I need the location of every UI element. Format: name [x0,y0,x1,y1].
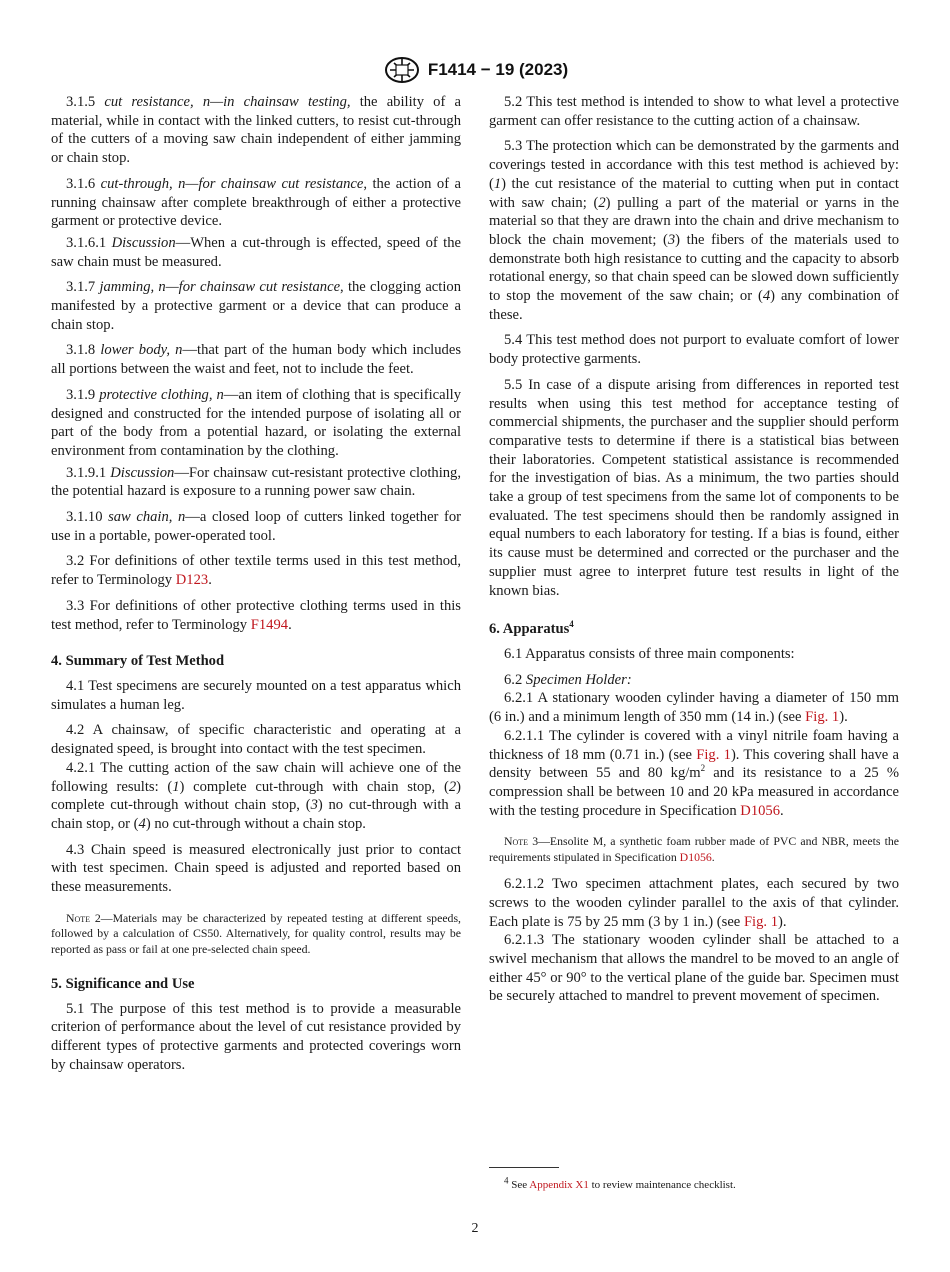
section-6-2: 6.2 Specimen Holder: [504,671,632,688]
footnote-divider [489,1167,559,1168]
section-6-2-1-3: 6.2.1.3 The stationary wooden cylinder shall be attached to a swivel mechanism that allows the mandrel to be moved to an angle of either 45° or 90° to the vertical plane of the guide bar. Specimen must be securely attached to mandrel to prevent movement of specimen. [489,932,899,1005]
section-4-2: 4.2 A chainsaw, of specific characteristic and operating at a designated speed, is brought into contact with the test specimen. [51,722,461,758]
section-5-2: 5.2 This test method is intended to show to what level a protective garment can offer resistance to the cutting action of a chainsaw. [489,94,899,129]
link-fig-1[interactable]: Fig. 1 [696,746,731,763]
section-3-1-10: 3.1.10 saw chain, n—a closed loop of cutters linked together for use in a portable, power-operated tool. [51,509,461,544]
heading-section-4: 4. Summary of Test Method [51,653,225,670]
link-fig-1[interactable]: Fig. 1 [743,913,778,930]
section-6-1: 6.1 Apparatus consists of three main components: [504,645,795,662]
heading-section-6: 6. Apparatus$^4$ [489,619,574,638]
link-d123[interactable]: D123 [175,572,209,589]
section-4-3: 4.3 Chain speed is measured electronically just prior to contact with test specimen. Chain speed is adjusted and reported based on these measurements. [51,841,461,896]
standard-designation: F1414 − 19 (2023) [427,60,569,79]
section-3-1-6: 3.1.6 cut-through, n—for chainsaw cut resistance, the action of a running chainsaw after complete breakthrough of either a protective garment or protective device. [51,175,461,230]
link-fig-1[interactable]: Fig. 1 [805,709,840,726]
link-appendix-x1[interactable]: Appendix X1 [529,1179,589,1191]
section-5-3: 5.3 The protection which can be demonstrated by the garments and coverings tested in accordance with this test method is achieved by: (1) the cut resistance of the material to cutting when put in contact with saw chain; (2) pulling a part of the material or yarns in the material so that they are drawn into the chain and drive mechanism to block the chain movement; (3) the fibers of the materials used to demonstrate both high resistance to cutting and the capacity to absorb rotational energy, so that chain speed can be slowed down sufficiently to stop the movement of the saw chain; or (4) any combination of these. [489,138,899,323]
section-5-5: 5.5 In case of a dispute arising from differences in reported test results when using this test method for acceptance testing of commercial shipments, the purchaser and the supplier should perform comparative tests to determine if there is a statistical bias between their laboratories. Competent statistical assistance is recommended for the investigation of bias. As a minimum, the two parties should take a group of test specimens from the same lot of components to be evaluated. The test specimens should then be randomly assigned in equal numbers to each laboratory for testing. If a bias is found, either its cause must be determined and corrected or the purchaser and the supplier must agree to interpret future test results in light of the known bias. [489,376,899,599]
page-header [0,56,950,84]
right-column [489,93,899,1006]
section-4-1: 4.1 Test specimens are securely mounted on a test apparatus which simulates a human leg. [51,677,461,713]
section-3-1-9-1: 3.1.9.1 Discussion—For chainsaw cut-resistant protective clothing, the potential hazard is exposure to a running power saw chain. [51,464,462,500]
section-6-2-1-1: 6.2.1.1 The cylinder is covered with a vinyl nitrile foam having a thickness of 18 mm (0.71 in.) (see Fig. 1). This covering shall have a density between 55 and 80 $kg/m^2$ and its resistance to a 25 % compression shall be between 10 and 20 kPa measured in accordance with the testing procedure in Specification D1056. [489,727,900,819]
link-d1056[interactable]: D1056 [740,802,781,819]
section-4-2-1: 4.2.1 The cutting action of the saw chain will achieve one of the following results: (1) complete cut-through with chain stop, (2) complete cut-through without chain stop, (3) no cut-through with a chain stop, or (4) no cut-through without a chain stop. [51,759,461,832]
section-6-2-1-2: 6.2.1.2 Two specimen attachment plates, each secured by two screws to the wooden cylinder parallel to the axis of that cylinder. Each plate is 75 by 25 mm (3 by 1 in.) (see Fig. 1). [489,876,899,930]
note-3: Note 3—Ensolite M, a synthetic foam rubber made of PVC and NBR, meets the requirements stipulated in Specification D1056. [489,834,899,864]
section-3-1-7: 3.1.7 jamming, n—for chainsaw cut resistance, the clogging action manifested by a protective garment or a device that can produce a chain stop. [51,279,461,333]
page-number: 2 [471,1221,479,1236]
note-2: Note 2—Materials may be characterized by repeated testing at different speeds, followed by a calculation of CS50. Alternatively, for quality control, results may be reported as pass or fail at one pre-selected chain speed. [51,910,461,956]
link-d1056[interactable]: D1056 [679,849,712,864]
footnote-4: $^4$ See Appendix X1 to review maintenance checklist. [504,1175,736,1191]
section-3-1-6-1: 3.1.6.1 Discussion—When a cut-through is effected, speed of the saw chain must be measured. [51,234,461,270]
section-3-1-8: 3.1.8 lower body, n—that part of the human body which includes all portions between the waist and feet, not to include the feet. [51,342,461,378]
section-5-1: 5.1 The purpose of this test method is to provide a measurable criterion of performance about the level of cut resistance provided by different types of protective garments and protected coverings worn by chainsaw operators. [51,1000,461,1073]
section-3-1-9: 3.1.9 protective clothing, n—an item of clothing that is specifically designed and constructed for the intended purpose of isolating all or part of the body from a potential hazard, or isolating the external environment from contamination by the clothing. [51,386,461,459]
link-f1494[interactable]: F1494 [250,616,289,633]
heading-section-5: 5. Significance and Use [51,975,195,992]
section-5-4: 5.4 This test method does not purport to evaluate comfort of lower body protective garments. [489,332,899,368]
section-3-1-5: 3.1.5 cut resistance, n—in chainsaw testing, the ability of a material, while in contact with the linked cutters, to resist cut-through of the cutters of a moving saw chain independent of either jamming or chain stop. [51,94,461,167]
section-6-2-1: 6.2.1 A stationary wooden cylinder having a diameter of 150 mm (6 in.) and a minimum length of 350 mm (14 in.) (see Fig. 1). [489,690,899,726]
left-column [51,93,461,1074]
section-3-2: 3.2 For definitions of other textile terms used in this test method, refer to Terminology D123. [51,553,461,589]
astm-logo-icon [382,56,422,84]
section-3-3: 3.3 For definitions of other protective clothing terms used in this test method, refer to Terminology F1494. [51,597,461,633]
